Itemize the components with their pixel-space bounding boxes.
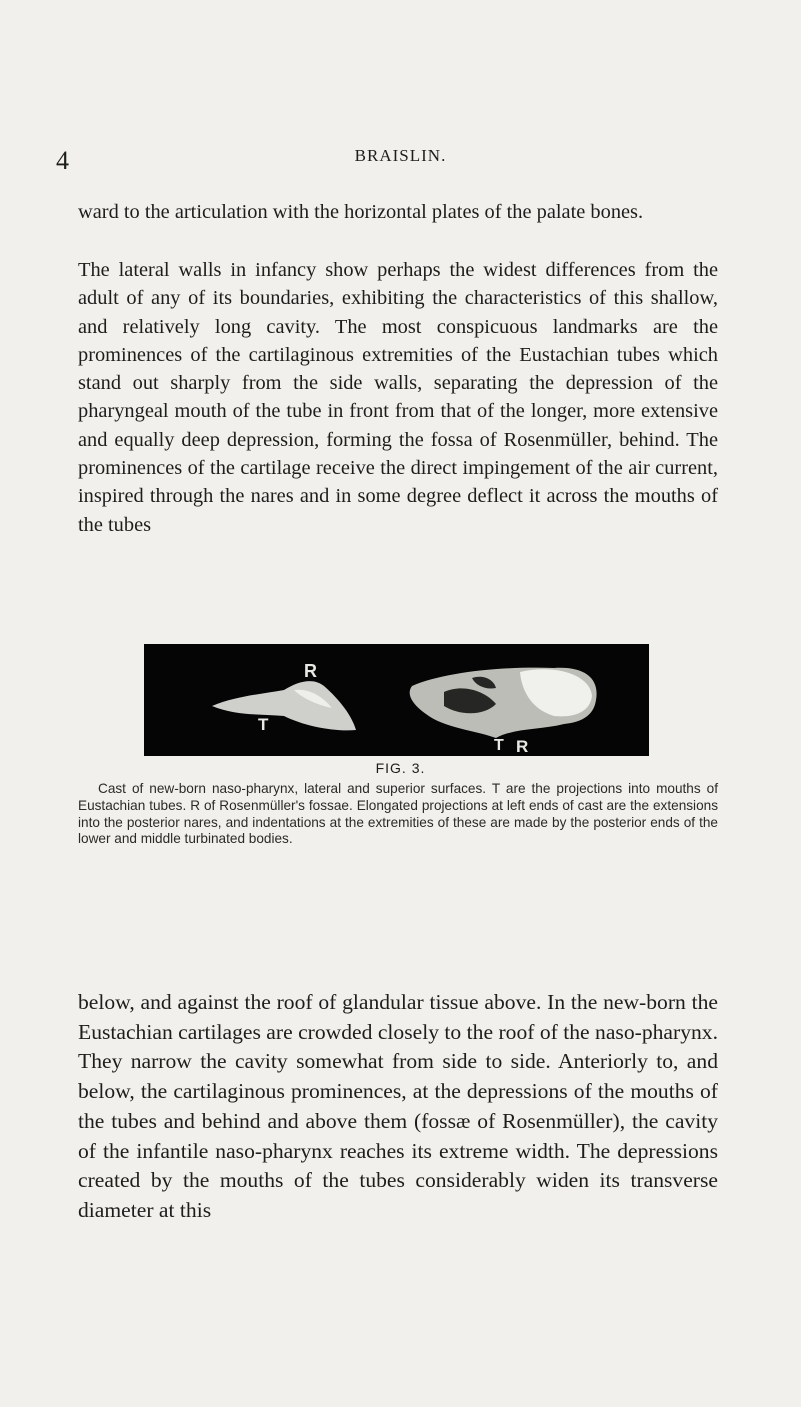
paragraph-lateral-walls: The lateral walls in infancy show perhaps the widest differences from the adult of any of its boundaries, exhibiting the characteristics of this shallow, and relatively long cavity. The most conspicuous landmarks are the prominences of the cartilaginous extremities of the Eustachian tubes which stand out sharply from the side walls, separating the depression of the pharyngeal mouth of the tube in front from that of the longer, more extensive and equally deep depression, forming the fossa of Rosenmüller, behind. The prominences of the cartilage receive the direct impingement of the air current, inspired through the nares and in some degree deflect it across the mouths of the tubes	[78, 259, 718, 536]
naso-pharynx-cast-image	[144, 644, 649, 756]
figure-photograph	[144, 644, 649, 756]
right-marker-r: R	[516, 737, 529, 756]
figure-caption: Cast of new-born naso-pharynx, lateral and superior surfaces. T are the projections into mouths of Eustachian tubes. R of Rosenmüller's fossae. Elongated projections at left ends of cast are the extensions into the posterior nares, and indentations at the extremities of these are made by the posterior ends of the lower and middle turbinated bodies.	[78, 781, 718, 847]
right-marker-t: T	[494, 737, 504, 754]
figure-label: FIG. 3.	[375, 760, 426, 776]
left-marker-r: R	[304, 661, 317, 681]
page-number: 4	[56, 146, 69, 175]
left-marker-t: T	[258, 715, 269, 734]
paragraph-continued: ward to the articulation with the horizontal plates of the palate bones.	[78, 201, 644, 223]
running-head: BRAISLIN.	[354, 146, 447, 165]
paragraph-below: below, and against the roof of glandular tissue above. In the new-born the Eustachian cartilages are crowded closely to the roof of the naso-pharynx. They narrow the cavity somewhat from side to side. Anteriorly to, and below, the cartilaginous prominences, at the depressions of the mouths of the tubes and behind and above them (fossæ of Rosenmüller), the cavity of the infantile naso-pharynx reaches its extreme width. The depressions created by the mouths of the tubes considerably widen its transverse diameter at this	[78, 990, 718, 1222]
